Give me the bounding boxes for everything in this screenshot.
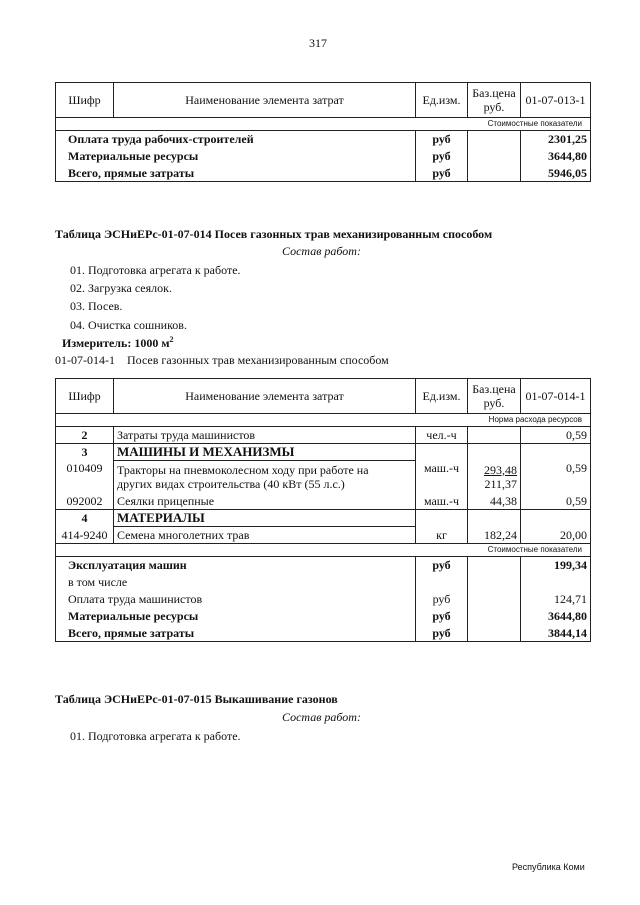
header-norm-code: 01-07-014-1 bbox=[521, 379, 591, 414]
row-value: 5946,05 bbox=[521, 165, 591, 182]
code-line: 01-07-014-1 Посев газонных трав механизированным способом bbox=[55, 353, 389, 367]
work-item: 01. Подготовка агрегата к работе. bbox=[70, 729, 241, 743]
work-item: 03. Посев. bbox=[70, 299, 123, 313]
work-item: 01. Подготовка агрегата к работе. bbox=[70, 263, 241, 277]
cost-value: 199,34 bbox=[521, 557, 591, 574]
row-unit: руб bbox=[416, 148, 468, 165]
header-price: Баз.цена руб. bbox=[468, 83, 521, 118]
row-name: Затраты труда машинистов bbox=[114, 427, 416, 444]
header-unit: Ед.изм. bbox=[416, 379, 468, 414]
section-label: Стоимостные показатели bbox=[56, 118, 591, 131]
cost-value: 3844,14 bbox=[521, 625, 591, 642]
row-value: 0,59 bbox=[521, 461, 591, 493]
header-norm-code: 01-07-013-1 bbox=[521, 83, 591, 118]
row-price: 44,38 bbox=[468, 493, 521, 510]
section-subtitle: Состав работ: bbox=[282, 710, 361, 724]
resource-table-014 bbox=[55, 378, 591, 642]
cost-unit: руб bbox=[416, 557, 468, 574]
row-value: 20,00 bbox=[521, 527, 591, 544]
row-code: 414-9240 bbox=[56, 527, 114, 544]
group-code: 4 bbox=[56, 510, 114, 527]
section-title: Таблица ЭСНиЕРс-01-07-014 Посев газонных трав механизированным способом bbox=[55, 227, 493, 241]
row-unit: кг bbox=[416, 527, 468, 544]
header-name: Наименование элемента затрат bbox=[114, 83, 416, 118]
group-code: 3 bbox=[56, 444, 114, 461]
work-item: 02. Загрузка сеялок. bbox=[70, 281, 172, 295]
cost-value: 124,71 bbox=[521, 591, 591, 608]
row-name: Материальные ресурсы bbox=[56, 148, 416, 165]
row-unit: маш.-ч bbox=[416, 461, 468, 493]
row-price: 182,24 bbox=[468, 527, 521, 544]
work-item: 04. Очистка сошников. bbox=[70, 318, 187, 332]
row-name: Семена многолетних трав bbox=[114, 527, 416, 544]
cost-name: в том числе bbox=[56, 574, 416, 591]
row-unit: руб bbox=[416, 131, 468, 148]
cost-unit: руб bbox=[416, 591, 468, 608]
row-name: Оплата труда рабочих-строителей bbox=[56, 131, 416, 148]
row-value: 0,59 bbox=[521, 427, 591, 444]
cost-name: Эксплуатация машин bbox=[56, 557, 416, 574]
row-name: Всего, прямые затраты bbox=[56, 165, 416, 182]
cost-label: Стоимостные показатели bbox=[56, 544, 591, 557]
cost-name: Всего, прямые затраты bbox=[56, 625, 416, 642]
row-price: 293,48 211,37 bbox=[468, 461, 521, 493]
header-code: Шифр bbox=[56, 83, 114, 118]
cost-name: Материальные ресурсы bbox=[56, 608, 416, 625]
row-name: Тракторы на пневмоколесном ходу при работе на других видах строительства (40 кВт (55 л.с.) bbox=[114, 461, 416, 493]
cost-unit: руб bbox=[416, 625, 468, 642]
cost-value: 3644,80 bbox=[521, 608, 591, 625]
cost-table-013 bbox=[55, 82, 591, 182]
row-name: Сеялки прицепные bbox=[114, 493, 416, 510]
header-price: Баз.цена руб. bbox=[468, 379, 521, 414]
group-name: МАШИНЫ И МЕХАНИЗМЫ bbox=[114, 444, 416, 461]
row-value: 2301,25 bbox=[521, 131, 591, 148]
section-subtitle: Состав работ: bbox=[282, 244, 361, 258]
header-unit: Ед.изм. bbox=[416, 83, 468, 118]
row-value: 0,59 bbox=[521, 493, 591, 510]
group-name: МАТЕРИАЛЫ bbox=[114, 510, 416, 527]
header-name: Наименование элемента затрат bbox=[114, 379, 416, 414]
cost-name: Оплата труда машинистов bbox=[56, 591, 416, 608]
row-code: 010409 bbox=[56, 461, 114, 493]
cost-unit bbox=[416, 574, 468, 591]
cost-unit: руб bbox=[416, 608, 468, 625]
row-unit: руб bbox=[416, 165, 468, 182]
row-unit: маш.-ч bbox=[416, 493, 468, 510]
page-number: 317 bbox=[309, 36, 327, 50]
row-code: 2 bbox=[56, 427, 114, 444]
row-code: 092002 bbox=[56, 493, 114, 510]
row-value: 3644,80 bbox=[521, 148, 591, 165]
measure-unit: Измеритель: 1000 $м^2$ bbox=[62, 335, 174, 350]
norm-label: Норма расхода ресурсов bbox=[56, 414, 591, 427]
section-title: Таблица ЭСНиЕРс-01-07-015 Выкашивание газонов bbox=[55, 692, 338, 706]
row-unit: чел.-ч bbox=[416, 427, 468, 444]
cost-value bbox=[521, 574, 591, 591]
footer-region: Республика Коми bbox=[512, 862, 585, 872]
header-code: Шифр bbox=[56, 379, 114, 414]
